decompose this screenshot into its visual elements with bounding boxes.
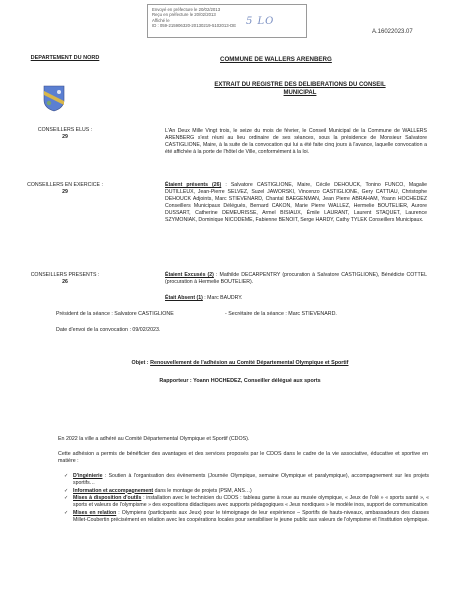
commune-heading: COMMUNE DE WALLERS ARENBERG [220,56,332,63]
list-item-title: D'ingénierie [73,473,103,479]
president-line: Président de la séance : Salvatore CASTIGLIONE [56,311,174,317]
excuses-paragraph [165,272,427,286]
list-item [64,473,429,487]
stamp-line: Envoyé en préfecture le 20/02/2013 [152,7,221,12]
absent-list: : Marc BAUDRY. [202,295,243,301]
list-item [64,495,429,509]
presents-label: Étaient présents (26) [165,182,222,188]
excuses-list: : Mathilde DECARPENTRY (procuration à Salvatore CASTIGLIONE), Bénédicte COTTEL (procuration à Hermelie BOUTELIER). [165,272,427,286]
stamp-line: ID : 059-215906320-20130219-5102013-DE [152,23,237,29]
intro-paragraph: L'An Deux Mille Vingt trois, le seize du mois de février, le Conseil Municipal de la Commune de WALLERS ARENBERG s'est réuni au lieu ordinaire de ses séances, sous la présidence de Monsieur Salvatore CASTIGLIONE, Maire, à la suite de la convocation qui lui a été faite cinq jours à l'avance, laquelle convocation a été affichée à la porte de l'hôtel de Ville, conformément à la loi. [165,128,427,156]
list-item-title: Information et accompagnement [73,487,154,494]
list-item-text: dans le montage de projets (PSM, ANS…) [153,487,252,494]
presents-label: CONSEILLERS PRESENTS : [30,272,100,278]
presents-value: 26 [62,279,68,285]
objet-label: Objet : [131,360,151,366]
services-list [64,473,429,524]
presents-paragraph [165,182,427,225]
document-title: EXTRAIT DU REGISTRE DES DELIBERATIONS DU CONSEIL MUNICIPAL [214,82,386,96]
rapporteur-line: Rapporteur : Yoann HOCHEDEZ, Conseiller délégué aux sports [159,378,321,384]
objet-title: Renouvellement de l'adhésion au Comité Départemental Olympique et Sportif [150,360,349,366]
stamp-line: Affiché le [152,17,170,23]
list-item [64,510,429,524]
absent-paragraph [165,295,427,302]
coat-of-arms-icon [43,85,65,112]
stamp-line: Reçu en préfecture le 20/02/2013 [152,12,216,18]
elus-value: 29 [62,134,68,140]
exercice-value: 29 [62,189,68,195]
list-item-text: : Soutien à l'organisation des évènements (Journée Olympique, semaine Olympique et paralympique), accompagnement sur les projets sportifs… [73,473,429,486]
secretaire-line: - Secrétaire de la séance : Marc STIEVENARD. [225,311,337,317]
presents-count [18,272,112,286]
list-item-text: : Olympiens (participants aux Jeux) pour le témoignage de leur expérience – Sportifs de hauts-niveaux, ambassadeurs des classes Millet-Coubertin précisément en relation avec les coopérations locales pour sensibiliser le jeune public aux valeurs de l'olympisme et l'institution olympique. [73,509,429,523]
list-item-title: Mises à disposition d'outils [73,495,142,501]
checkmark-icon: ✓ [64,473,69,479]
elus-count [18,127,112,141]
document-reference: A.16022023.07 [372,29,413,35]
list-item-title: Mises en relation [73,509,117,516]
presents-list: : Salvatore CASTIGLIONE, Maire, Cécile DEHOUCK, Tonino FUNCO, Magalie DUTILLEUX, Jean-Pierre SELVEZ, Suzel JAWORSKI, Vincenzo CASTIGLIONE, Gery CATTIAU, Christophe DEHOUCK Adjoints, Marc STIEVENARD, Chantal BAEGENMAN, Jean Pierre ABRAHAM, Yoann HOCHEDEZ Conseillers Municipaux Délégués, Bernard CAKON, Marie Pierre WALLEZ, Hermelie BOUTELIER, Aurore DUSSART, Catherine DEMEURISSE, Armel BISIAUX, Émile LAURANT, Laurent STAQUET, Laurence SZYMONIAK, Dominique NICODEME, Fabienne BENOIT, Serge HARDY, Cathy TYLEK Conseillers Municipaux. [165,182,427,224]
checkmark-icon: ✓ [64,495,69,501]
list-item [64,488,429,495]
checkmark-icon: ✓ [64,509,69,516]
elus-label: CONSEILLERS ELUS : [37,127,93,133]
excuses-label: Étaient Excusés (2) [165,272,214,278]
objet-heading [70,360,410,366]
exercice-count [18,182,112,196]
exercice-label: CONSEILLERS EN EXERCICE : [27,182,103,188]
body-paragraph-2: Cette adhésion a permis de bénéficier des avantages et des services proposés par le CDOS dans le cadre de la vie associative, éducative et sportive en matière : [58,451,428,464]
convocation-date: Date d'envoi de la convocation : 09/02/2023. [56,327,161,333]
transmission-stamp [147,4,307,38]
checkmark-icon: ✓ [64,487,69,494]
handwritten-number: 5 LO [246,16,275,27]
body-paragraph-1: En 2022 la ville a adhéré au Comité Départemental Olympique et Sportif (CDOS). [58,436,250,442]
absent-label: Était Absent (1) [165,295,203,301]
list-item-text: : installation avec le technicien du CDOS : tableau game à roue au musée olympique, « Jeux de l'olé » « sports santé », « sports et valeurs de l'olympisme » des expositions didactiques avec supports pédagogiques « Jeux nordiques » le modèle inos, support de communication [73,495,429,508]
department-heading: DEPARTEMENT DU NORD [30,55,100,61]
